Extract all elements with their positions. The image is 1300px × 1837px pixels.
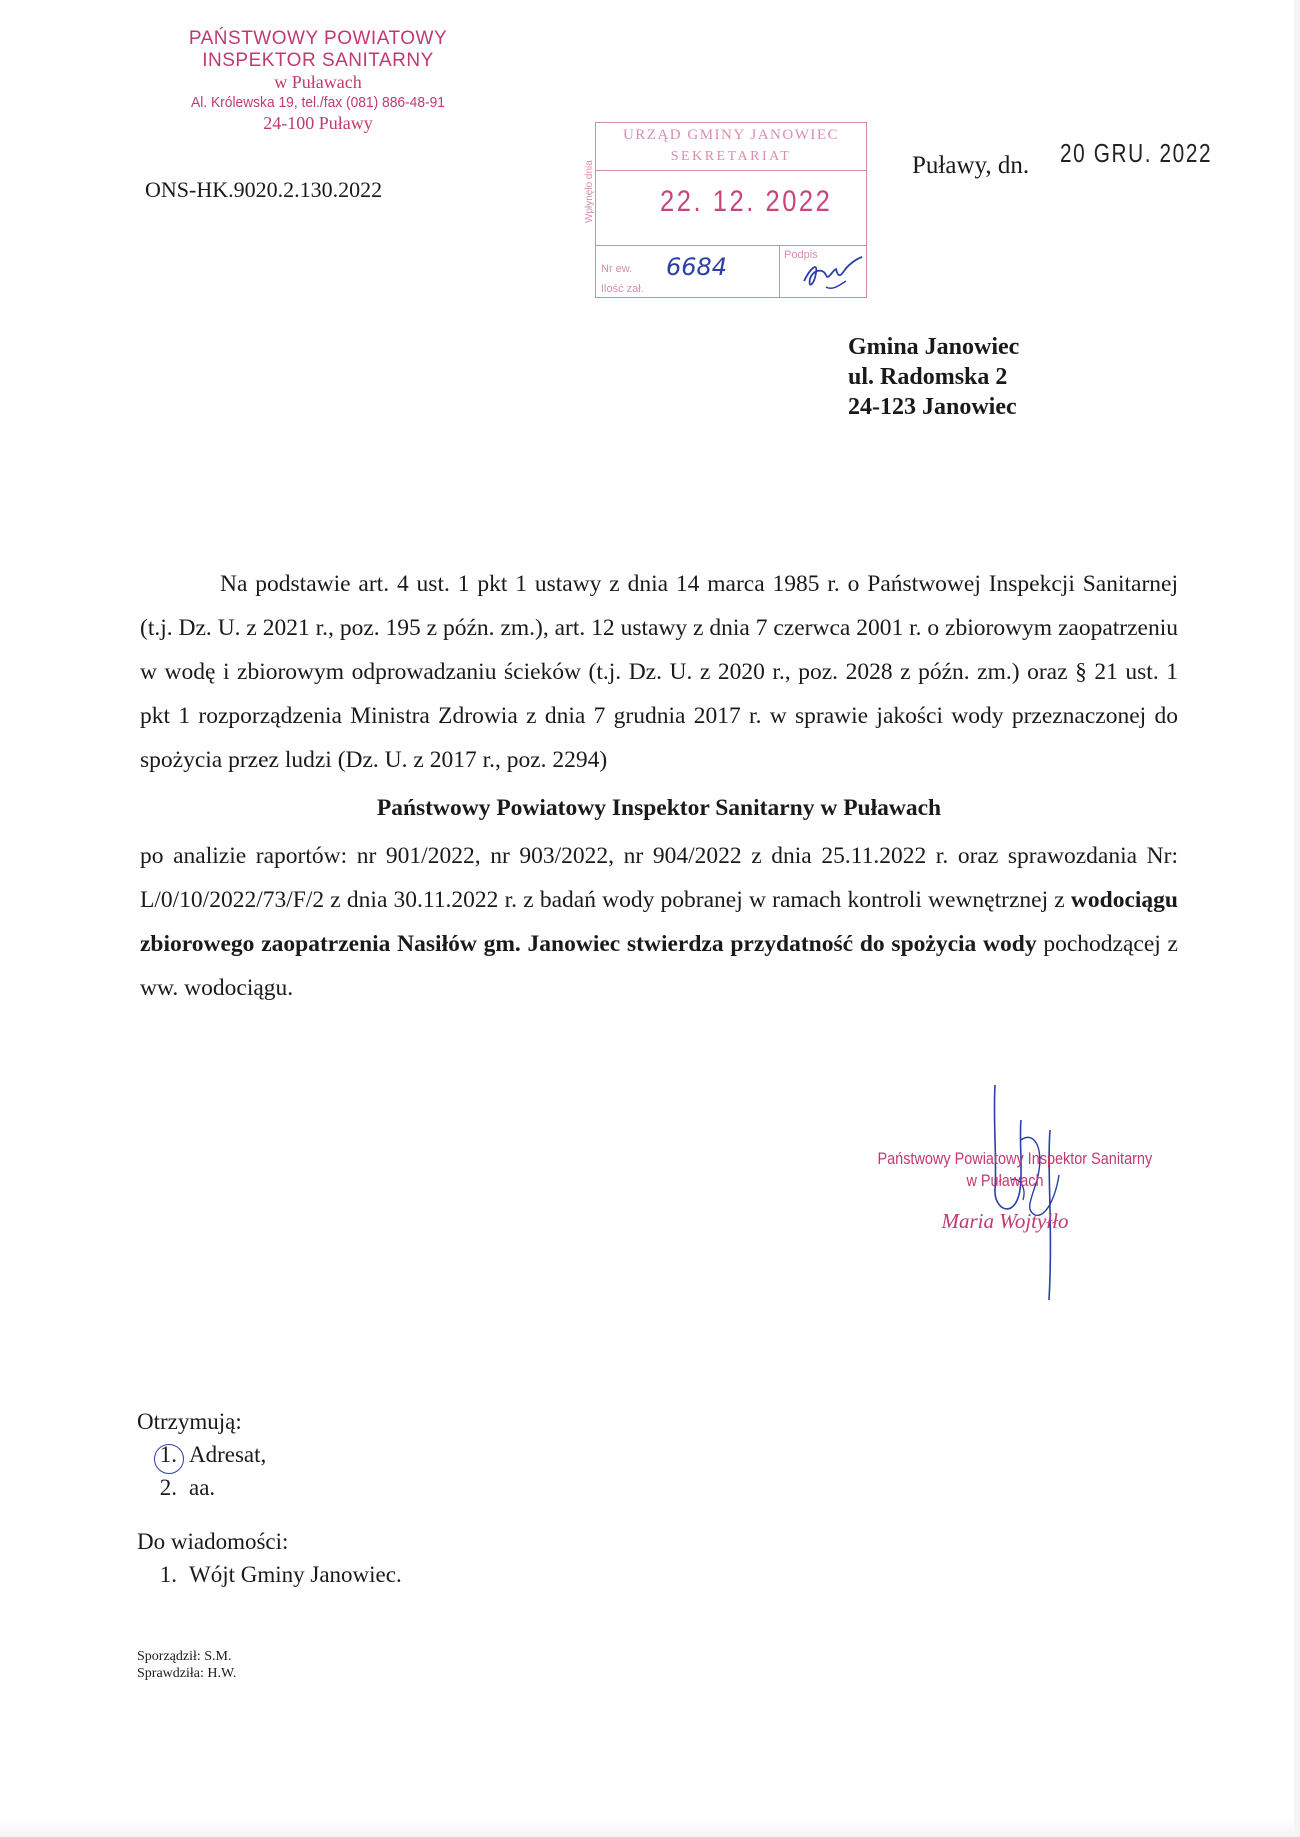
place-label: Puławy, dn.	[912, 152, 1030, 179]
letter-body	[140, 562, 1178, 1010]
signatory-title: Państwowy Powiatowy Inspektor Sanitarny	[877, 1149, 1153, 1168]
issuer-stamp-line3: w Puławach	[274, 72, 362, 92]
prepared-by-block	[137, 1648, 236, 1682]
issuer-stamp-postcode: 24-100 Puławy	[263, 113, 373, 133]
issuer-stamp	[168, 28, 468, 133]
issuing-authority: Państwowy Powiatowy Inspektor Sanitarny w Puławach	[376, 795, 942, 821]
signatory-location: w Puławach	[966, 1171, 1044, 1190]
for-information-list	[137, 1525, 402, 1591]
issuer-stamp-line1: PAŃSTWOWY POWIATOWY	[188, 28, 448, 49]
recipients-heading: Otrzymują:	[137, 1409, 242, 1434]
addressee-city: 24-123 Janowiec	[848, 394, 1017, 420]
for-information-heading: Do wiadomości:	[137, 1529, 289, 1554]
scan-edge-right	[1294, 0, 1300, 1837]
signature-block	[855, 1148, 1155, 1236]
recipient-text: Adresat,	[189, 1442, 267, 1467]
decision-text-bold: wodociągu zbiorowego zaopatrzenia Nasiłów gm. Janowiec stwierdza przydatność do spożycia wody	[140, 887, 1178, 957]
recipient-number: 2.	[159, 1475, 177, 1500]
registry-stamp-divider	[596, 170, 866, 171]
recipient-number: 1.	[159, 1442, 177, 1467]
registry-stamp-subtitle: SEKRETARIAT	[670, 149, 792, 164]
decision-text-end: pochodzącej z ww. wodociągu.	[140, 931, 1178, 1001]
registry-stamp-divider	[779, 245, 780, 297]
signatory-name: Maria Wojtyłło	[941, 1209, 1069, 1233]
addressee-street: ul. Radomska 2	[848, 364, 1008, 390]
registry-stamp-received-date: 22. 12. 2022	[660, 185, 833, 218]
list-item	[137, 1438, 266, 1471]
reference-number: ONS-HK.9020.2.130.2022	[145, 177, 383, 202]
decision-paragraph	[140, 834, 1178, 1010]
registry-stamp-attachments-label: Ilość zał.	[601, 283, 644, 295]
registry-stamp-nr-label: Nr ew.	[601, 263, 633, 275]
issuer-stamp-line2: INSPEKTOR SANITARNY	[202, 50, 434, 71]
decision-text-start: po analizie raportów: nr 901/2022, nr 903/2022, nr 904/2022 z dnia 25.11.2022 r. oraz sprawozdania Nr: L/0/10/2022/73/F/2 z dnia 30.11.2022 r. z badań wody pobranej w ramach kontroli wewnętrznej z	[140, 843, 1178, 913]
registry-stamp-divider	[596, 245, 866, 246]
recipient-text: Wójt Gminy Janowiec.	[189, 1562, 402, 1587]
list-item	[137, 1471, 266, 1504]
issuer-stamp-address: Al. Królewska 19, tel./fax (081) 886-48-91	[191, 94, 445, 111]
registry-stamp-nr-value: 6684	[666, 253, 728, 281]
registry-stamp	[584, 122, 867, 298]
registry-stamp-received-label: Wpłynęło dnia	[584, 160, 595, 223]
recipient-text: aa.	[189, 1475, 216, 1500]
registry-stamp-signature-label: Podpis	[784, 249, 818, 261]
recipients-list	[137, 1405, 266, 1504]
addressee-block	[848, 332, 1019, 422]
addressee-name: Gmina Janowiec	[848, 334, 1020, 360]
legal-basis-paragraph: Na podstawie art. 4 ust. 1 pkt 1 ustawy z dnia 14 marca 1985 r. o Państwowej Inspekcji Sanitarnej (t.j. Dz. U. z 2021 r., poz. 195 z późn. zm.), art. 12 ustawy z dnia 7 czerwca 2001 r. o zbiorowym zaopatrzeniu w wodę i zbiorowym odprowadzaniu ścieków (t.j. Dz. U. z 2020 r., poz. 2028 z późn. zm.) oraz § 21 ust. 1 pkt 1 rozporządzenia Ministra Zdrowia z dnia 7 grudnia 2017 r. w sprawie jakości wody przeznaczonej do spożycia przez ludzi (Dz. U. z 2017 r., poz. 2294)	[140, 571, 1178, 773]
prepared-by: Sporządził: S.M.	[137, 1649, 232, 1664]
registry-signature-scribble	[796, 251, 866, 295]
scan-edge-bottom	[0, 1819, 1300, 1837]
date-stamp: 20 GRU. 2022	[1060, 138, 1213, 168]
registry-stamp-title: URZĄD GMINY JANOWIEC	[622, 127, 840, 143]
checked-by: Sprawdziła: H.W.	[137, 1666, 237, 1681]
recipient-number: 1.	[159, 1562, 177, 1587]
list-item	[137, 1558, 402, 1591]
